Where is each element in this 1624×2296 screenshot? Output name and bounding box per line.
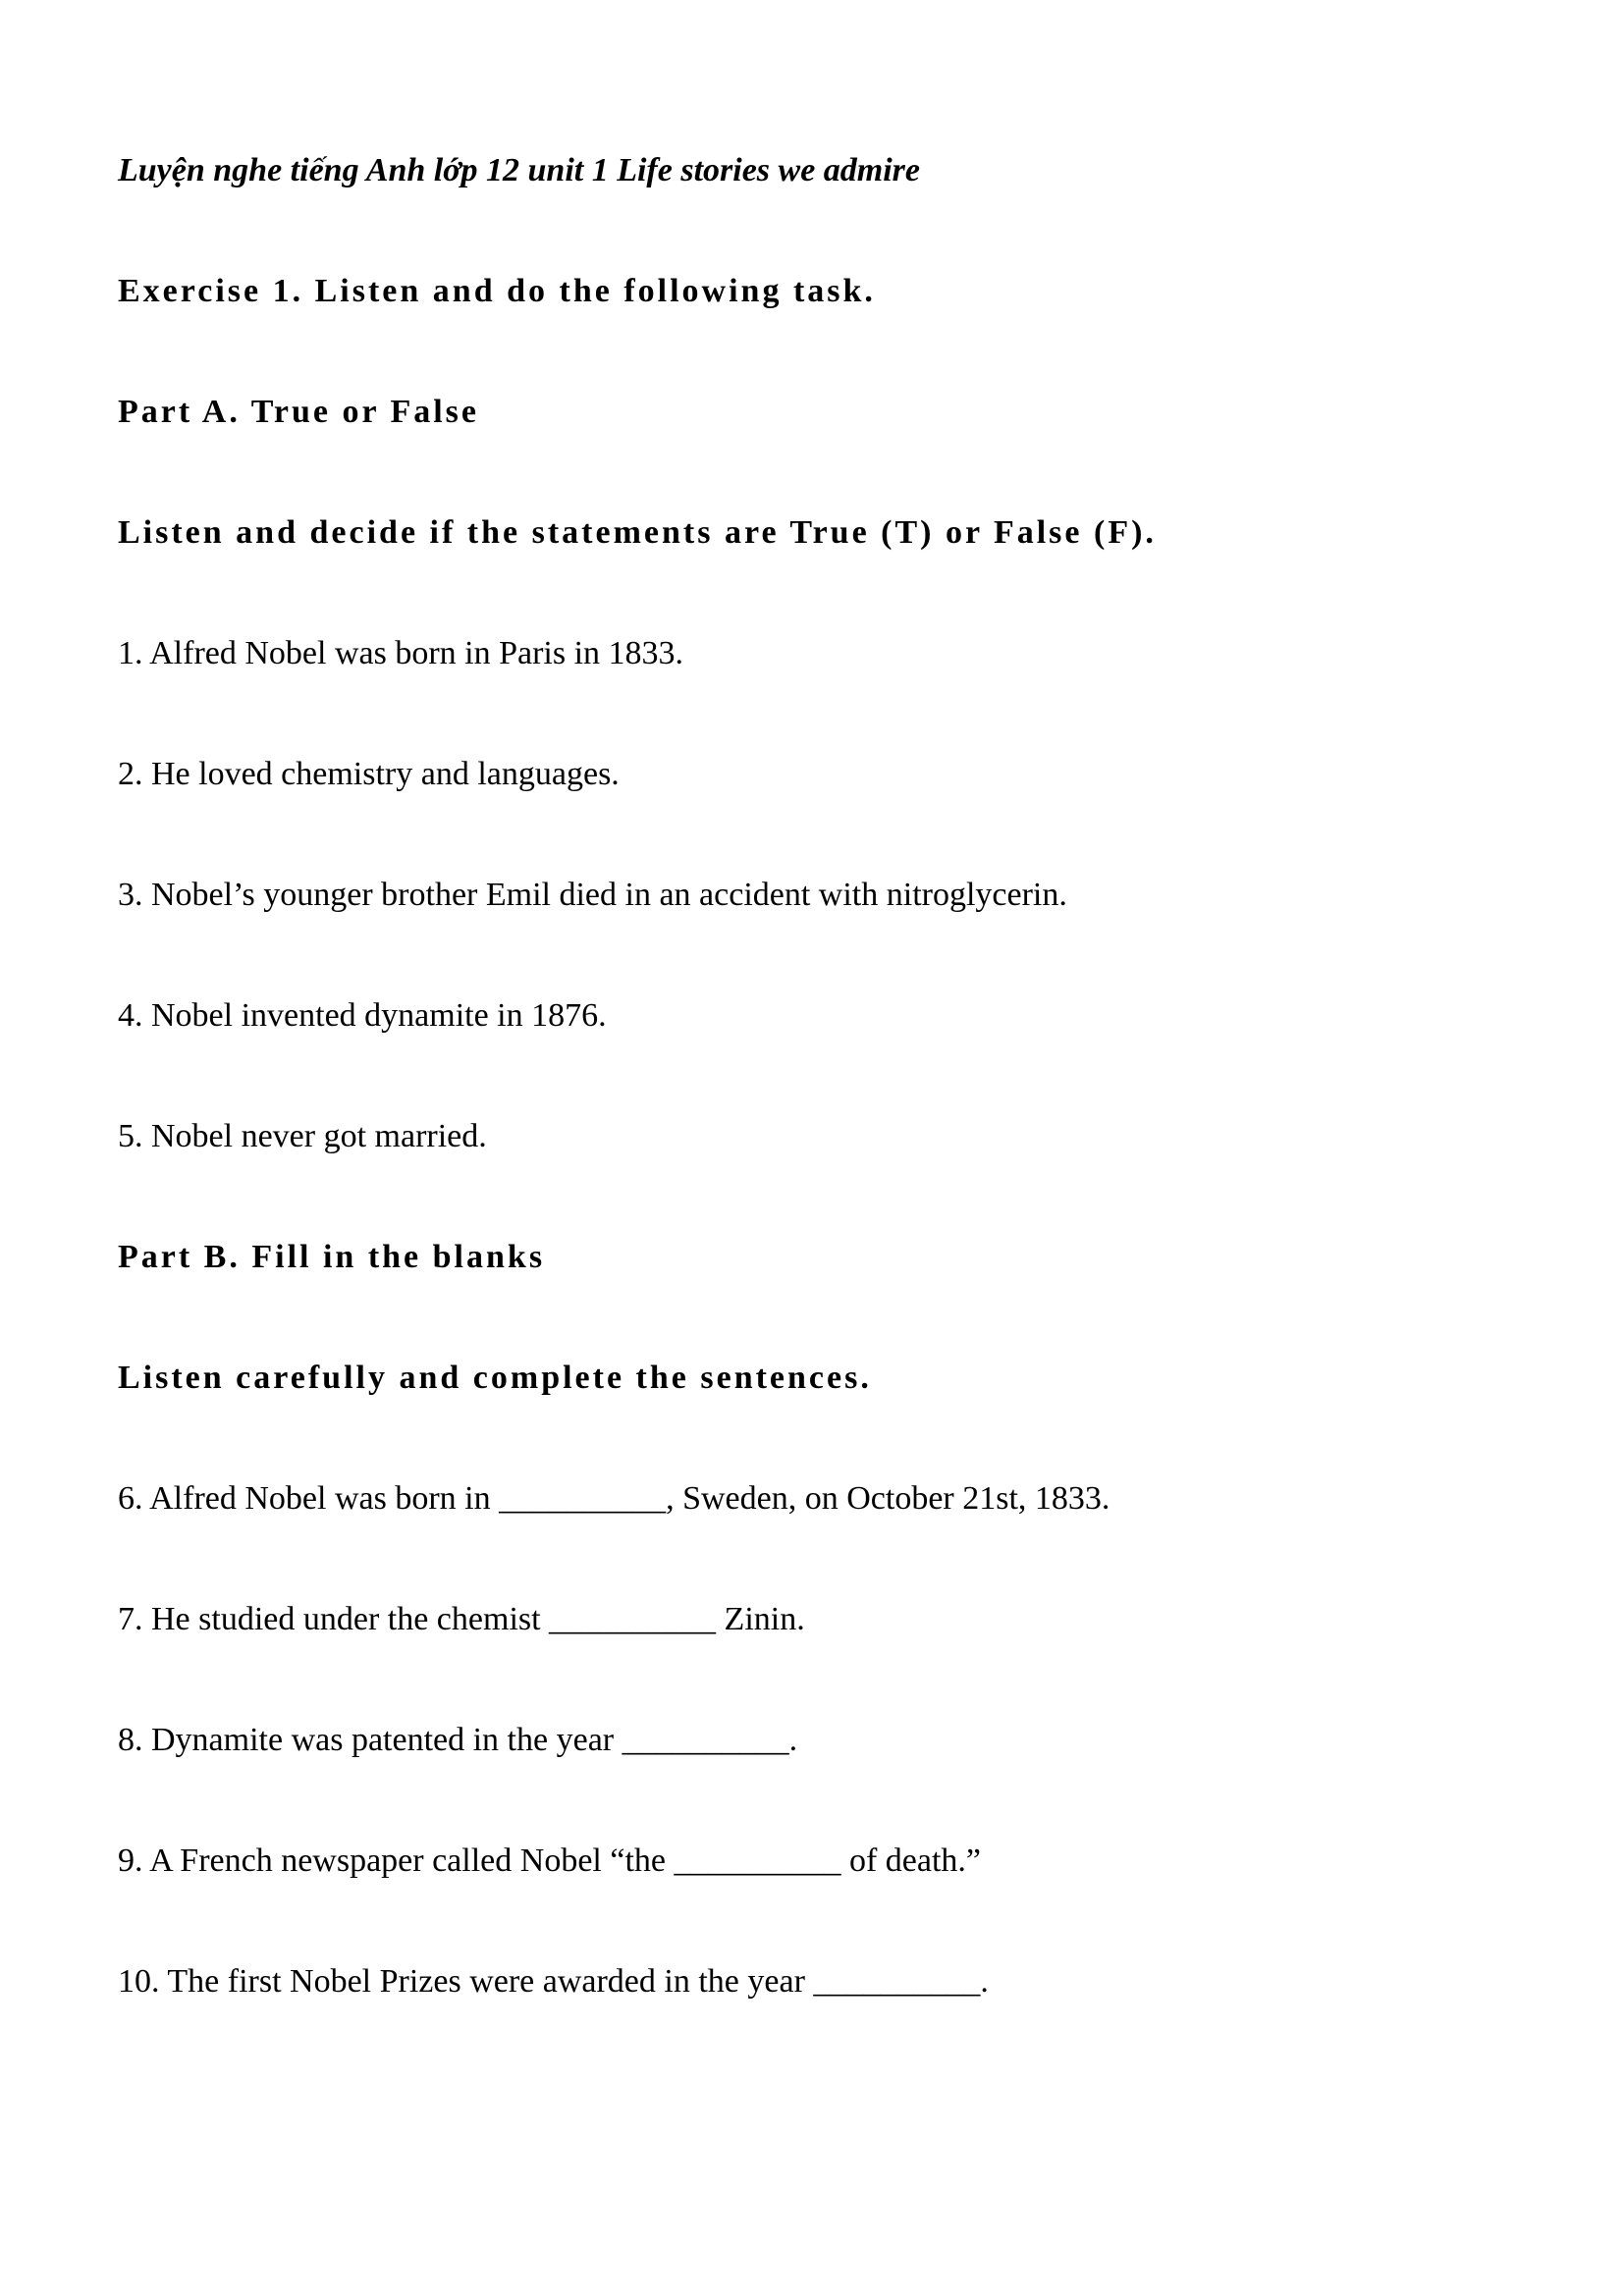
exercise-heading: Exercise 1. Listen and do the following task. [118, 273, 876, 309]
question-item-6: 6. Alfred Nobel was born in __________, Sweden, on October 21st, 1833. [118, 1480, 1110, 1517]
question-item-9: 9. A French newspaper called Nobel “the __________ of death.” [118, 1842, 982, 1879]
part-a-heading: Part A. True or False [118, 394, 480, 430]
question-item-4: 4. Nobel invented dynamite in 1876. [118, 997, 607, 1034]
question-item-2: 2. He loved chemistry and languages. [118, 756, 620, 792]
question-item-1: 1. Alfred Nobel was born in Paris in 1833. [118, 635, 684, 671]
part-a-instruction: Listen and decide if the statements are True (T) or False (F). [118, 514, 1157, 551]
part-b-instruction: Listen carefully and complete the sentences. [118, 1360, 872, 1396]
question-item-10: 10. The first Nobel Prizes were awarded in the year __________. [118, 1963, 989, 2000]
part-b-heading: Part B. Fill in the blanks [118, 1239, 546, 1275]
question-item-8: 8. Dynamite was patented in the year __________. [118, 1722, 798, 1758]
question-item-7: 7. He studied under the chemist __________ Zinin. [118, 1601, 805, 1637]
question-item-5: 5. Nobel never got married. [118, 1118, 487, 1154]
question-item-3: 3. Nobel’s younger brother Emil died in an accident with nitroglycerin. [118, 877, 1067, 913]
document-title: Luyện nghe tiếng Anh lớp 12 unit 1 Life stories we admire [118, 152, 920, 188]
